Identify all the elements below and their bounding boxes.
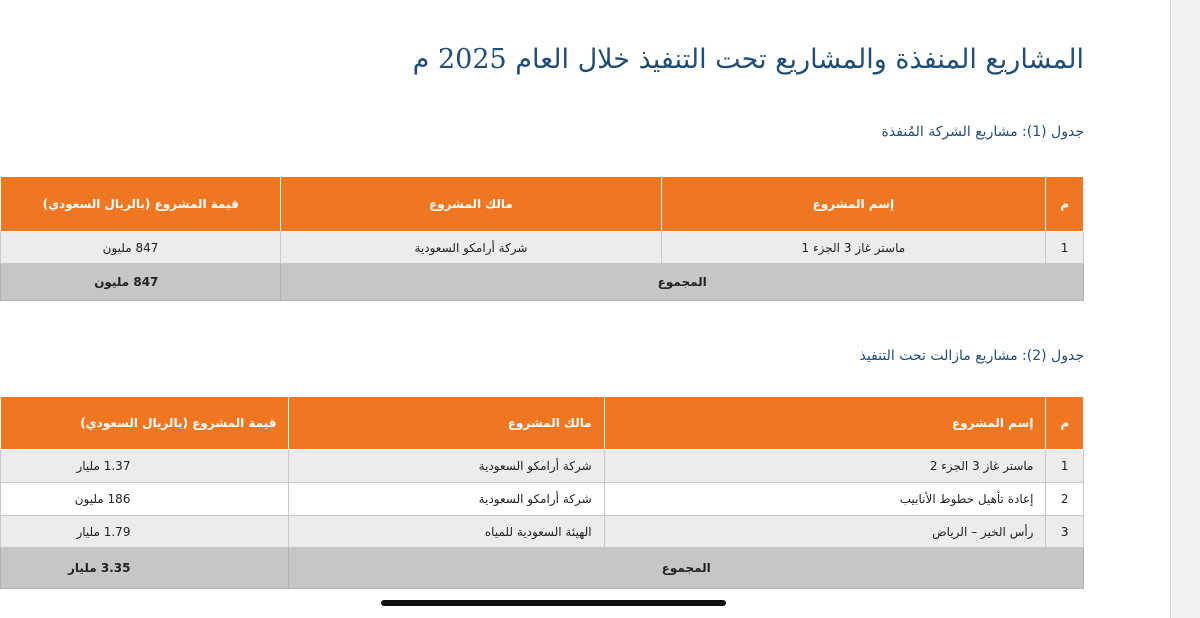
table-row [1,516,1084,548]
row-project-owner: شركة أرامكو السعودية [281,232,661,264]
header-project-owner: مالك المشروع [289,397,604,450]
row-project-owner: شركة أرامكو السعودية [289,483,604,516]
row-project-name: إعادة تأهيل خطوط الأنابيب [604,483,1046,516]
table-ongoing-projects [0,396,1084,589]
total-label: المجموع [281,264,1084,301]
header-project-name: إسم المشروع [661,177,1046,232]
table-total-row [1,548,1084,589]
table-executed-projects [0,176,1084,301]
row-project-value: 186 مليون [1,483,289,516]
header-project-value: قيمة المشروع (بالريال السعودي) [1,397,289,450]
row-project-name: رأس الخير – الرياض [604,516,1046,548]
row-project-value: 1.79 مليار [1,516,289,548]
row-project-name: ماستر غاز 3 الجزء 2 [604,450,1046,483]
home-indicator-bar[interactable] [381,600,726,606]
table-row [1,450,1084,483]
header-num: م [1046,177,1084,232]
row-project-value: 847 مليون [1,232,281,264]
row-project-owner: شركة أرامكو السعودية [289,450,604,483]
table-header-row [1,397,1084,450]
page-edge-gutter [1170,0,1200,618]
row-num: 1 [1046,450,1084,483]
table-row [1,483,1084,516]
row-project-owner: الهيئة السعودية للمياه [289,516,604,548]
row-num: 3 [1046,516,1084,548]
page-title: المشاريع المنفذة والمشاريع تحت التنفيذ خلال العام 2025 م [412,44,1084,75]
header-num: م [1046,397,1084,450]
row-num: 2 [1046,483,1084,516]
total-label: المجموع [289,548,1084,589]
table-2-caption: جدول (2): مشاريع مازالت تحت التنفيذ [859,348,1084,364]
row-num: 1 [1046,232,1084,264]
header-project-name: إسم المشروع [604,397,1046,450]
header-project-owner: مالك المشروع [281,177,661,232]
table-1-caption: جدول (1): مشاريع الشركة المُنفذة [881,124,1084,140]
table-header-row [1,177,1084,232]
header-project-value: قيمة المشروع (بالريال السعودي) [1,177,281,232]
total-value: 3.35 مليار [1,548,289,589]
table-row [1,232,1084,264]
table-total-row [1,264,1084,301]
row-project-name: ماستر غاز 3 الجزء 1 [661,232,1046,264]
row-project-value: 1.37 مليار [1,450,289,483]
total-value: 847 مليون [1,264,281,301]
